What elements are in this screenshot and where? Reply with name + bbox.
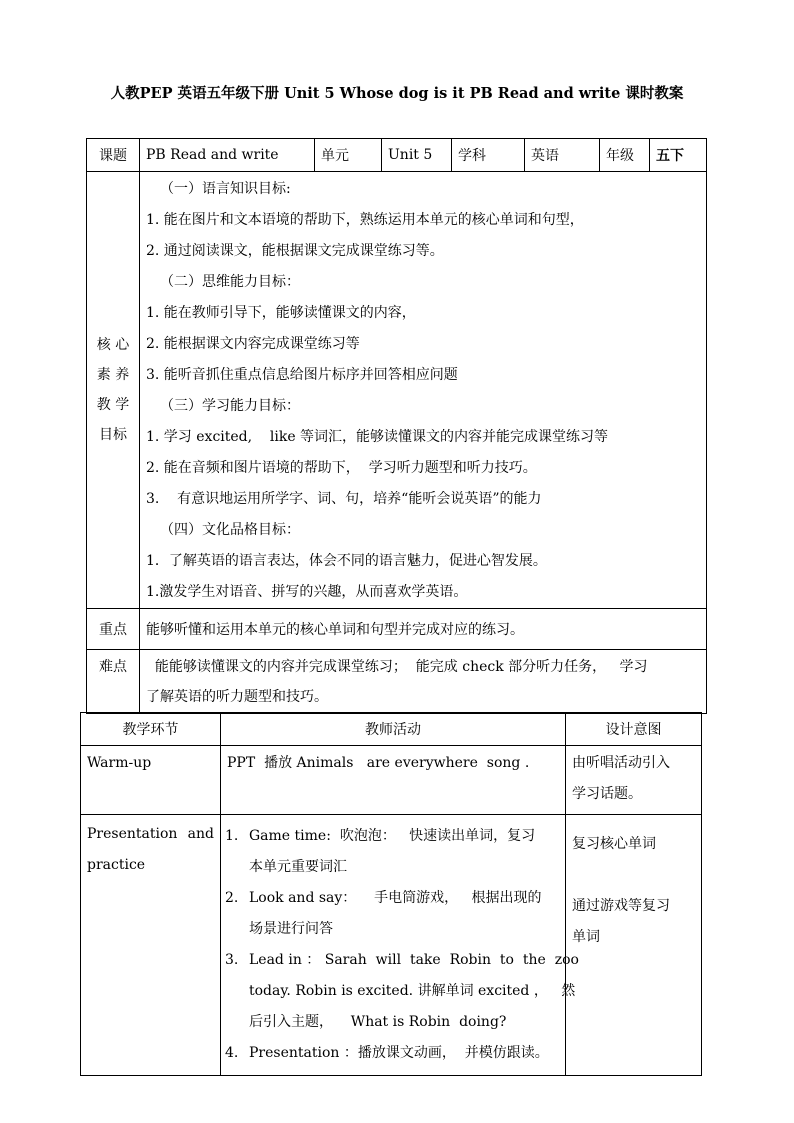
activity-presentation	[221, 815, 579, 1076]
list-item: 3. Lead in ： Sarah will take Robin to the zoo today. Robin is excited. 讲解单词 excited ， 然 后引入主题， What is Robin doing?	[225, 952, 579, 1030]
key-point-text: 能够听懂和运用本单元的核心单词和句型并完成对应的练习。	[140, 609, 707, 650]
header-intent: 设计意图	[566, 713, 702, 746]
goal-item: 2. 通过阅读课文，能根据课文完成课堂练习等。	[146, 243, 444, 259]
key-point-label: 重点	[87, 609, 140, 650]
goal-item: 2. 能根据课文内容完成课堂练习等	[146, 336, 360, 352]
topic-label: 课题	[87, 139, 140, 172]
goal-heading: （二）思维能力目标：	[160, 274, 300, 290]
stage-presentation: Presentation and practice	[81, 815, 221, 1076]
stage-warmup: Warm-up	[81, 746, 221, 815]
goal-item: 3. 有意识地运用所学字、词、句，培养“能听会说英语”的能力	[146, 491, 542, 507]
grade-label: 年级	[600, 139, 650, 172]
intent-presentation: 复习核心单词 通过游戏等复习 单词	[566, 815, 702, 1076]
intent-warmup: 由听唱活动引入 学习话题。	[566, 746, 702, 815]
goal-item: 1. 学习 excited, like 等词汇，能够读懂课文的内容并能完成课堂练习等	[146, 429, 609, 445]
unit-value: Unit 5	[382, 139, 452, 172]
goal-item: 1．了解英语的语言表达，体会不同的语言魅力，促进心智发展。	[146, 553, 547, 569]
page-title: 人教PEP 英语五年级下册 Unit 5 Whose dog is it PB Read and write 课时教案	[110, 85, 684, 102]
activity-warmup: PPT 播放 Animals are everywhere song .	[221, 746, 566, 815]
goal-heading: （四）文化品格目标：	[160, 522, 300, 538]
goal-item: 1. 能在教师引导下，能够读懂课文的内容，	[146, 305, 416, 321]
goals-label: 核 心 素 养 教 学 目标	[87, 172, 140, 609]
unit-label: 单元	[315, 139, 382, 172]
subject-label: 学科	[452, 139, 525, 172]
list-item: 2. Look and say： 手电筒游戏， 根据出现的 场景进行问答	[225, 890, 542, 937]
lesson-info-table	[86, 138, 707, 714]
topic-value: PB Read and write	[140, 139, 315, 172]
difficulty-label: 难点	[87, 650, 140, 714]
goal-item: 1.激发学生对语音、拼写的兴趣，从而喜欢学英语。	[146, 584, 468, 600]
goal-item: 1. 能在图片和文本语境的帮助下，熟练运用本单元的核心单词和句型，	[146, 212, 584, 228]
goal-heading: （三）学习能力目标：	[160, 398, 300, 414]
difficulty-text: 能能够读懂课文的内容并完成课堂练习； 能完成 check 部分听力任务， 学习 了解英语的听力题型和技巧。	[140, 650, 707, 714]
goal-item: 2. 能在音频和图片语境的帮助下， 学习听力题型和听力技巧。	[146, 460, 537, 476]
teaching-process-table	[80, 712, 702, 1076]
subject-value: 英语	[525, 139, 600, 172]
goal-heading: （一）语言知识目标:	[160, 181, 291, 197]
grade-value: 五下	[650, 139, 707, 172]
goals-content	[140, 172, 707, 609]
header-stage: 教学环节	[81, 713, 221, 746]
list-item: 4. Presentation ：播放课文动画， 并模仿跟读。	[225, 1045, 549, 1061]
header-activity: 教师活动	[221, 713, 566, 746]
list-item: 1. Game time: 吹泡泡： 快速读出单词，复习 本单元重要词汇	[225, 828, 536, 875]
goal-item: 3. 能听音抓住重点信息给图片标序并回答相应问题	[146, 367, 458, 383]
activity-steps	[221, 815, 579, 1075]
